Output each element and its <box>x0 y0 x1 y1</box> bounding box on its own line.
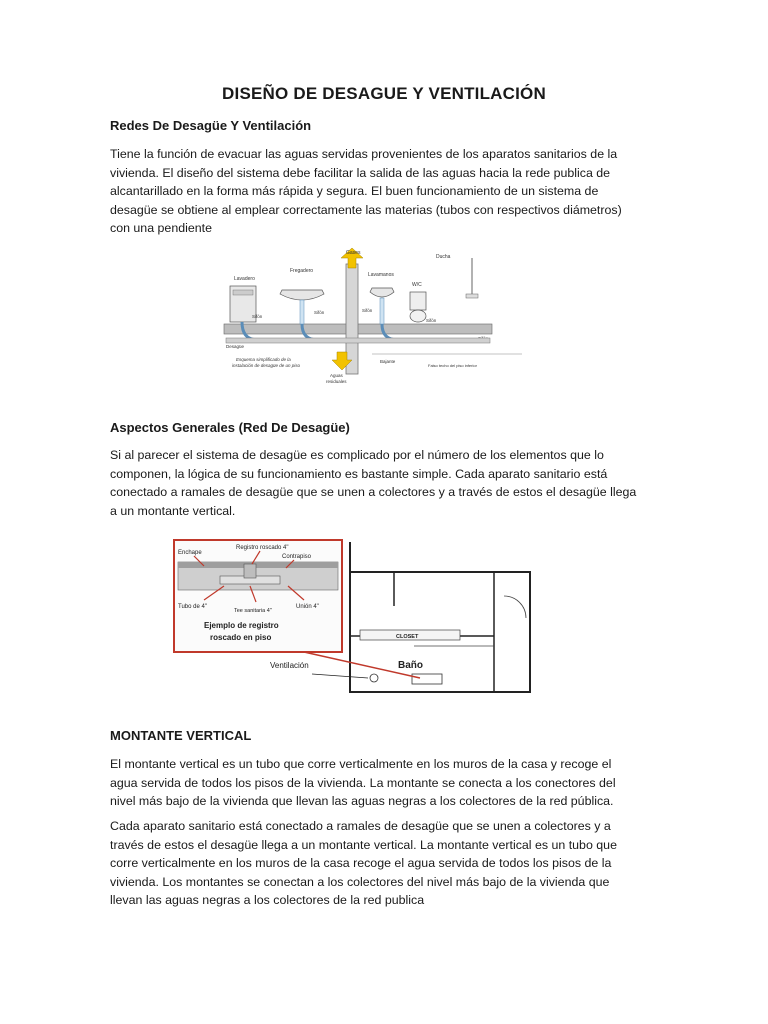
label-ejemplo-2: roscado en piso <box>210 633 272 642</box>
door-swing <box>504 596 526 618</box>
paragraph-montante-1: El montante vertical es un tubo que corre verticalmente en los muros de la casa y recoge el agua servida de todos los pisos de la vivienda. La montante se conecta a los conectores del nivel más bajo de la vivienda que llevan las aguas negras a los colectores de la red pública. <box>110 757 616 809</box>
label-sifon-3: Sifón <box>362 308 373 313</box>
label-contrapiso: Contrapiso <box>282 554 312 560</box>
section-heading-aspectos: Aspectos Generales (Red De Desagüe) <box>110 420 350 435</box>
caption-line-1: Esquema simplificado de la <box>236 357 291 362</box>
label-tee: Tee sanitaria 4" <box>234 608 272 614</box>
paragraph-montante-2: Cada aparato sanitario está conectado a ramales de desagüe que se unen a colectores y a través de estos el desagüe llega a un montante vertical. La montante vertical es un tubo que corre verticalmente en los muros de la casa recoge el agua servida de todos los pisos de la vivienda. Los montantes se conectan a los colectores del nivel más bajo de la vivienda que llevan las aguas negras a los colectores de la red publica <box>110 819 617 908</box>
label-tubo: Tubo de 4" <box>178 604 207 610</box>
drainage-scheme-drawing <box>222 244 522 388</box>
label-sifon-2: Sifón <box>314 310 325 315</box>
drainage-scheme-figure <box>222 244 522 388</box>
paragraph-redes: Tiene la función de evacuar las aguas servidas provenientes de los aparatos sanitarios de la vivienda. El diseño del sistema debe facilitar la salida de las aguas hacia la rede publica de alcantarillado en la forma más rápida y segura. El buen funcionamiento de un sistema de desagüe se obtiene al emplear correctamente las materias (tubos con respectivos diámetros) con una pendiente <box>110 147 622 236</box>
toilet-bowl <box>410 310 426 322</box>
label-falso-techo: Falso techo del piso inferior <box>428 363 477 368</box>
vertical-stack-pipe <box>346 264 358 374</box>
vent-point-icon <box>370 674 378 682</box>
washbasin <box>370 288 394 297</box>
label-ducha: Ducha <box>436 254 451 260</box>
paragraph-aspectos: Si al parecer el sistema de desagüe es complicado por el número de los elementos que lo componen, la lógica de su funcionamiento es bastante simple. Cada aparato sanitario está conectado a ramales de desagüe que se unen a colectores y a través de estos el desagüe llega a un montante vertical. <box>110 448 637 518</box>
floor-register-figure <box>164 536 534 696</box>
document-title: DISEÑO DE DESAGUE Y VENTILACIÓN <box>222 84 546 103</box>
toilet-tank <box>410 292 426 310</box>
label-sifon-1: Sifón <box>252 314 263 319</box>
label-closet: CLOSET <box>396 634 419 640</box>
label-fregadero: Fregadero <box>290 268 314 274</box>
label-ventilacion: Ventilación <box>270 661 309 670</box>
bathroom-fixture <box>412 674 442 684</box>
horizontal-drain-pipe <box>226 338 490 343</box>
label-aguas-1: Aguas <box>330 373 343 378</box>
label-enchape: Enchape <box>178 550 202 556</box>
label-wc: W/C <box>412 282 422 288</box>
label-ejemplo-1: Ejemplo de registro <box>204 621 279 630</box>
section-heading-montante: MONTANTE VERTICAL <box>110 728 252 743</box>
label-bajante: Bajante <box>380 359 396 364</box>
label-lavadero: Lavadero <box>234 276 255 282</box>
label-aguas-2: residuales <box>326 379 347 384</box>
floor-register-drawing <box>164 536 534 696</box>
tee-fitting <box>244 564 256 578</box>
caption-line-2: instalación de desagüe de un piso <box>232 363 301 368</box>
label-desague: Desagüe <box>226 344 245 349</box>
label-lavamanos: Lavamanos <box>368 272 394 278</box>
label-sifon-4: Sifón <box>426 318 437 323</box>
label-union: Unión 4" <box>296 604 319 610</box>
section-heading-redes: Redes De Desagüe Y Ventilación <box>110 118 312 133</box>
label-bano: Baño <box>398 660 423 671</box>
label-registro: Registro roscado 4" <box>236 545 289 551</box>
label-gases: Gases <box>346 250 361 256</box>
kitchen-sink <box>280 290 324 300</box>
